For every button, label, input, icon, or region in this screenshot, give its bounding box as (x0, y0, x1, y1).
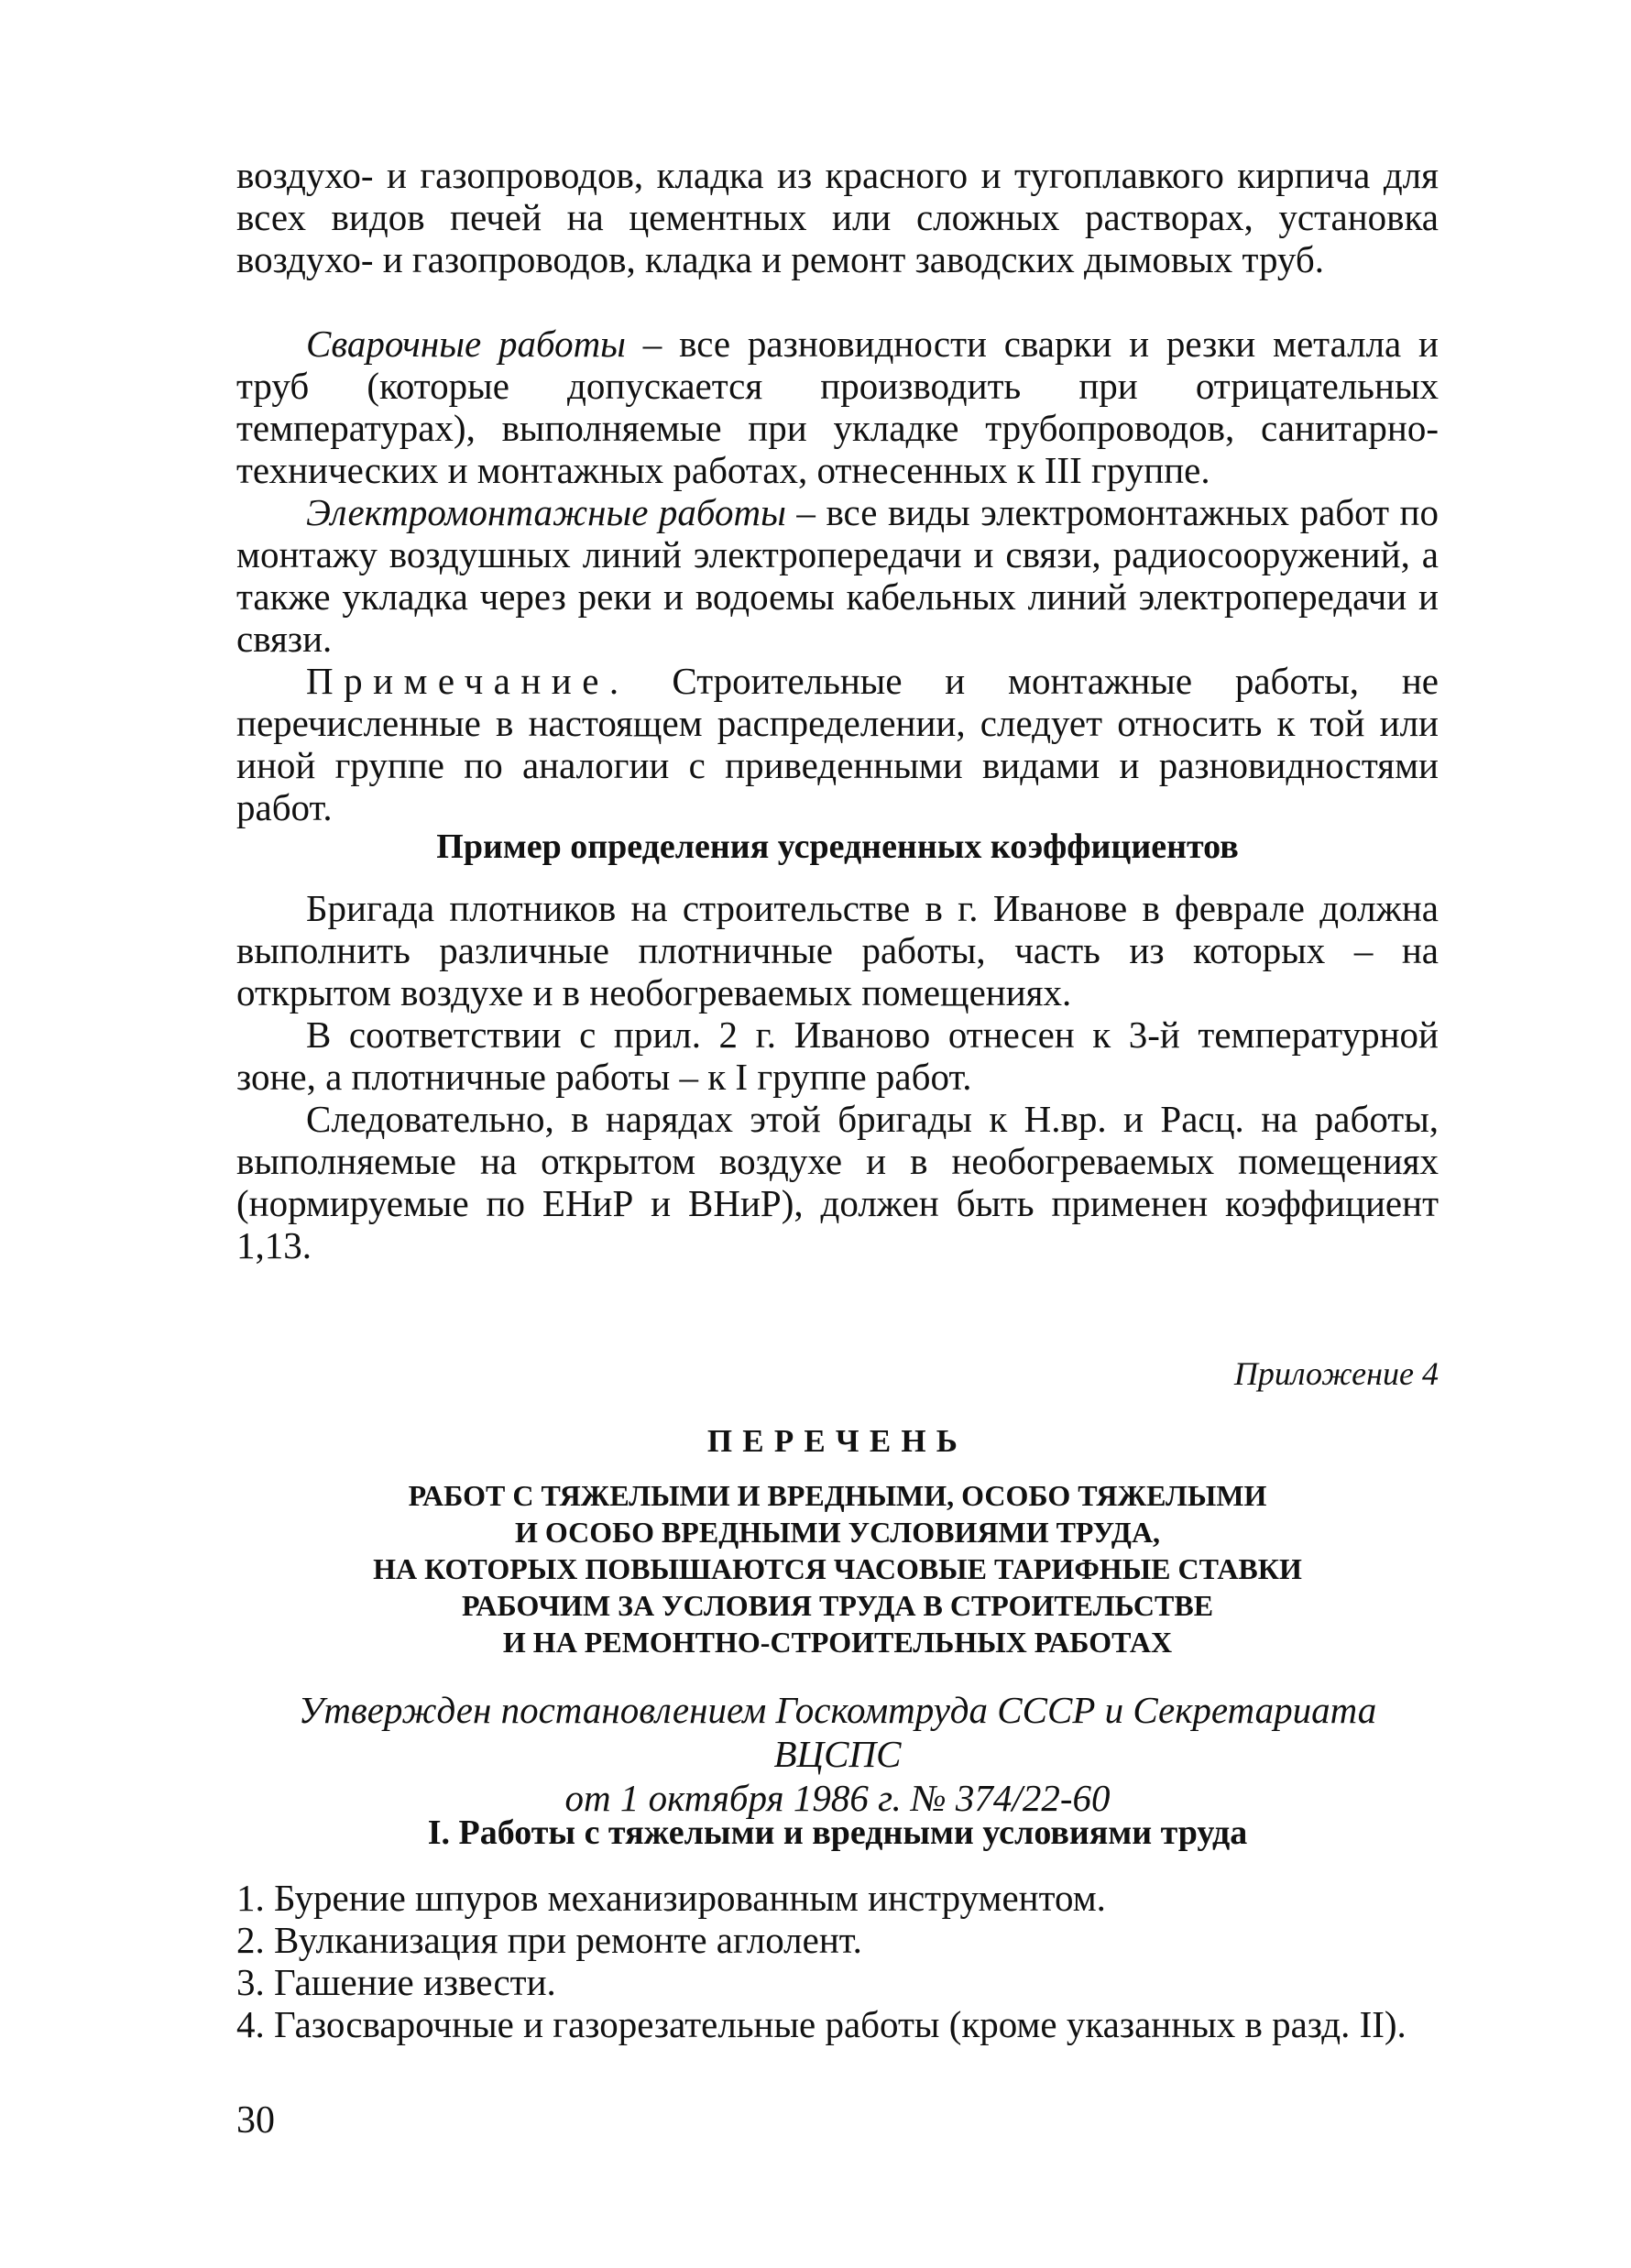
subtitle-line-1: РАБОТ С ТЯЖЕЛЫМИ И ВРЕДНЫМИ, ОСОБО ТЯЖЕЛЫМИ (408, 1479, 1267, 1512)
text-block-welding (236, 323, 1439, 491)
paragraph-welding (236, 323, 1439, 491)
example-p2-block (236, 1013, 1439, 1098)
work-list (236, 1877, 1439, 2045)
appendix-title: ПЕРЕЧЕНЬ (706, 1423, 969, 1459)
example-heading-block (236, 827, 1439, 867)
appendix-subtitle (236, 1477, 1439, 1660)
welding-description: – все разновидности сварки и резки металла и труб (которые допускается производить при отрицательных температурах), выполняемые при укладке трубопроводов, санитарно-технических и монтажных работах, отнесенных к III группе. (236, 323, 1439, 491)
text-block-top (236, 154, 1439, 280)
example-paragraph-2: В соответствии с прил. 2 г. Иваново отнесен к 3-й температурной зоне, а плотничные работы – к I группе работ. (236, 1013, 1439, 1098)
term-electrical: Электромонтажные работы (306, 491, 786, 533)
list-item: 2. Вулканизация при ремонте аглолент. (236, 1919, 862, 1961)
note-text: Строительные и монтажные работы, не перечисленные в настоящем распределении, следует относить к той или иной группе по аналогии с приведенными видами и разновидностями работ. (236, 660, 1439, 828)
page-number: 30 (236, 2099, 275, 2142)
approval-line-1: Утвержден постановлением Госкомтруда СССР и Секретариата ВЦСПС (298, 1689, 1377, 1775)
example-heading: Пример определения усредненных коэффициентов (436, 827, 1239, 866)
subtitle-line-2: И ОСОБО ВРЕДНЫМИ УСЛОВИЯМИ ТРУДА, (514, 1516, 1161, 1549)
subtitle-line-4: РАБОЧИМ ЗА УСЛОВИЯ ТРУДА В СТРОИТЕЛЬСТВЕ (461, 1589, 1214, 1622)
list-item: 3. Гашение извести. (236, 1961, 556, 2003)
example-paragraph-1: Бригада плотников на строительстве в г. Иванове в феврале должна выполнить различные плотничные работы, часть из которых – на открытом воздухе и в необогреваемых помещениях. (236, 887, 1439, 1013)
subtitle-line-5: И НА РЕМОНТНО-СТРОИТЕЛЬНЫХ РАБОТАХ (502, 1626, 1173, 1659)
appendix-label-block (236, 1354, 1439, 1393)
appendix-label: Приложение 4 (1233, 1355, 1439, 1392)
section-heading: I. Работы с тяжелыми и вредными условиями труда (427, 1813, 1248, 1852)
text-block-note (236, 660, 1439, 828)
list-item: 4. Газосварочные и газорезательные работы (кроме указанных в разд. II). (236, 2003, 1407, 2045)
example-p3-block (236, 1098, 1439, 1266)
text-block-electrical (236, 491, 1439, 660)
example-paragraph-3: Следовательно, в нарядах этой бригады к Н.вр. и Расц. на работы, выполняемые на открытом воздухе и в необогреваемых помещениях (нормируемые по ЕНиР и ВНиР), должен быть применен коэффициент 1,13. (236, 1098, 1439, 1266)
paragraph-continuation: воздухо- и газопроводов, кладка из красного и тугоплавкого кирпича для всех видов печей на цементных или сложных растворах, установка воздухо- и газопроводов, кладка и ремонт заводских дымовых труб. (236, 154, 1439, 280)
section-heading-block (236, 1813, 1439, 1853)
approval-line-2: от 1 октября 1986 г. № 374/22-60 (564, 1777, 1111, 1819)
subtitle-line-3: НА КОТОРЫХ ПОВЫШАЮТСЯ ЧАСОВЫЕ ТАРИФНЫЕ СТАВКИ (373, 1552, 1302, 1585)
note-label: Примечание. (306, 660, 629, 702)
example-p1-block (236, 887, 1439, 1013)
appendix-title-block (236, 1422, 1439, 1461)
approval-block (236, 1688, 1439, 1820)
paragraph-note (236, 660, 1439, 828)
electrical-description: – все виды электромонтажных работ по монтажу воздушных линий электропередачи и связи, радиосооружений, а также укладка через реки и водоемы кабельных линий электропередачи и связи. (236, 491, 1439, 660)
list-item: 1. Бурение шпуров механизированным инструментом. (236, 1877, 1106, 1919)
paragraph-electrical (236, 491, 1439, 660)
term-welding: Сварочные работы (306, 323, 626, 365)
